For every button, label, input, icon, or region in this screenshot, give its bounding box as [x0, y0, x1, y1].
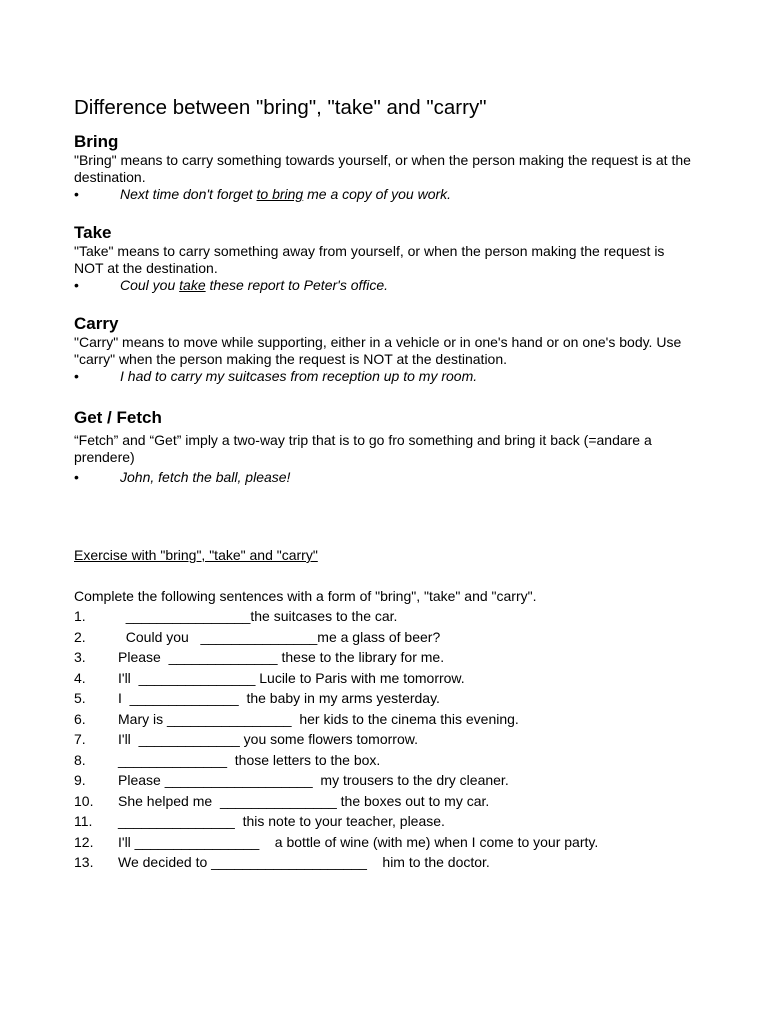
section-heading-take: Take — [74, 223, 112, 242]
exercise-item-number: 2. — [74, 628, 86, 645]
exercise-item-number: 3. — [74, 649, 86, 665]
exercise-item-number: 12. — [74, 833, 94, 850]
exercise-item-number: 13. — [74, 854, 94, 870]
section-heading-get-fetch: Get / Fetch — [74, 408, 162, 427]
exercise-item-sentence: I'll _____________ you some flowers tomorrow. — [118, 731, 418, 747]
exercise-item-number: 9. — [74, 772, 86, 788]
exercise-item-sentence: _______________ this note to your teacher, please. — [118, 813, 445, 829]
exercise-item-number: 11. — [74, 813, 93, 829]
exercise-item-sentence: I ______________ the baby in my arms yesterday. — [118, 690, 440, 706]
exercise-item-number: 7. — [74, 731, 86, 747]
exercise-item-sentence: Please ___________________ my trousers to the dry cleaner. — [118, 772, 509, 788]
exercise-item-number: 10. — [74, 792, 94, 809]
exercise-item-number: 4. — [74, 669, 86, 686]
exercise-title: Exercise with "bring", "take" and "carry" — [74, 547, 318, 563]
section-definition-carry: "Carry" means to move while supporting, either in a vehicle or in one's hand or on one's body. Use "carry" when the person making the request is NOT at the destination. — [74, 334, 682, 367]
exercise-item-number: 1. — [74, 608, 86, 624]
bullet-icon: • — [74, 186, 79, 202]
exercise-item-sentence: ______________ those letters to the box. — [118, 751, 381, 768]
underlined-phrase: take — [179, 277, 206, 293]
exercise-item-sentence: I'll _______________ Lucile to Paris with me tomorrow. — [118, 669, 465, 686]
underlined-phrase: to bring — [256, 186, 304, 202]
exercise-item-sentence: We decided to ____________________ him to the doctor. — [118, 854, 490, 870]
section-heading-carry: Carry — [74, 314, 119, 333]
section-heading-bring: Bring — [74, 132, 119, 151]
exercise-instructions: Complete the following sentences with a form of "bring", "take" and "carry". — [74, 588, 537, 604]
exercise-item-sentence: Could you _______________me a glass of beer? — [118, 628, 441, 645]
bullet-icon: • — [74, 277, 79, 293]
section-definition-take: "Take" means to carry something away from yourself, or when the person making the request is NOT at the destination. — [74, 243, 665, 276]
exercise-item-number: 8. — [74, 751, 86, 768]
section-definition-bring: "Bring" means to carry something towards yourself, or when the person making the request is at the destination. — [74, 152, 691, 185]
exercise-item-sentence: Please ______________ these to the library for me. — [118, 649, 445, 665]
exercise-item-sentence: Mary is ________________ her kids to the cinema this evening. — [118, 710, 519, 727]
exercise-item-sentence: I'll ________________ a bottle of wine (with me) when I come to your party. — [118, 833, 599, 850]
bullet-icon: • — [74, 368, 79, 384]
bullet-icon: • — [74, 469, 79, 485]
exercise-item-sentence: ________________the suitcases to the car. — [118, 608, 398, 624]
document-page: Difference between "bring", "take" and "carry" Bring "Bring" means to carry something towards yourself, or when the person making the request is at the destination. • Next time don't forget to bring me a copy of you work. Take "Take" means to carry something away from yourself, or when the person making the request is NOT at the destination. • Coul you take these report to Peter's office. Carry "Carry" means to move while supporting, either in a vehicle or in one's hand or on one's body. Use "carry" when the person making the request is NOT at the destination. • I had to carry my suitcases from reception up to my room. Get / Fetch “Fetch” and “Get” imply a two-way trip that is to go fro something and bring it back (=andare a prendere) • John, fetch the ball, please! Exercise with "bring", "take" and "carry" Complete the following sentences with a form of "bring", "take" and "carry". 1. ________________the suitcases to the car. 2. Could you _______________me a glass of beer? 3. Please ______________ these to the library for me. 4. I'll _______________ Lucile to Paris with me tomorrow. 5. I ______________ the baby in my arms yesterday. 6. Mary is ________________ her kids to the cinema this evening. 7. I'll _____________ you some flowers tomorrow. 8. ______________ those letters to the box. 9. Please ___________________ my trousers to the dry cleaner. 10. She helped me _______________ the boxes out to my car. 11. _______________ this note to your teacher, please. 12. I'll ________________ a bottle of wine (with me) when I come to your party. 13. We decided to ____________________ him to the doctor. — [0, 0, 768, 1024]
exercise-item-sentence: She helped me _______________ the boxes out to my car. — [118, 792, 490, 809]
exercise-item-number: 5. — [74, 690, 86, 706]
exercise-item-number: 6. — [74, 710, 86, 727]
section-definition-get-fetch: “Fetch” and “Get” imply a two-way trip that is to go fro something and bring it back (=andare a prendere) — [74, 432, 652, 465]
document-title: Difference between "bring", "take" and "carry" — [74, 96, 487, 119]
